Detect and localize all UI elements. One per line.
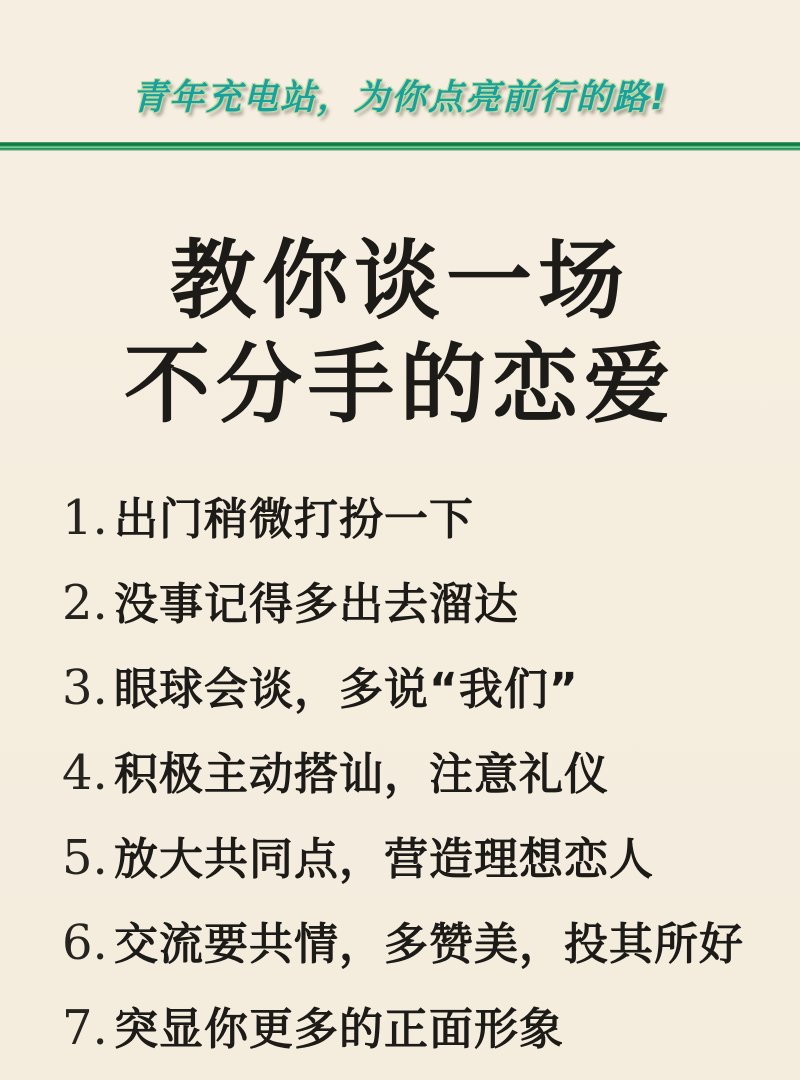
page-title xyxy=(0,229,800,437)
header-tagline: 青年充电站，为你点亮前行的路! xyxy=(132,78,668,118)
list-item-text: 积极主动搭讪，注意礼仪 xyxy=(114,749,609,800)
list-item-text: 没事记得多出去溜达 xyxy=(114,579,519,630)
list-item xyxy=(62,823,780,908)
list-item-number: 1. xyxy=(62,490,108,546)
list-item xyxy=(62,483,780,568)
page-title-line2: 不分手的恋爱 xyxy=(124,334,676,435)
list-item-text: 突显你更多的正面形象 xyxy=(114,1004,564,1055)
list-item-text: 放大共同点，营造理想恋人 xyxy=(114,834,654,885)
list-item-text: 交流要共情，多赞美，投其所好 xyxy=(114,919,744,970)
list-item xyxy=(62,993,780,1078)
list-item-number: 5. xyxy=(62,830,108,886)
list-item-number: 4. xyxy=(62,745,108,801)
list-item xyxy=(62,653,780,738)
list-item-number: 6. xyxy=(62,915,108,971)
list-item xyxy=(62,908,780,993)
list-item-number: 7. xyxy=(62,1000,108,1056)
tips-list xyxy=(0,483,800,1078)
list-item-number: 2. xyxy=(62,575,108,631)
list-item-text: 出门稍微打扮一下 xyxy=(114,494,474,545)
page-title-line1: 教你谈一场 xyxy=(170,230,630,331)
list-item-text: 眼球会谈，多说“我们” xyxy=(114,664,579,715)
list-item xyxy=(62,738,780,823)
list-item-number: 3. xyxy=(62,660,108,716)
list-item xyxy=(62,568,780,653)
divider-rule xyxy=(0,142,800,151)
